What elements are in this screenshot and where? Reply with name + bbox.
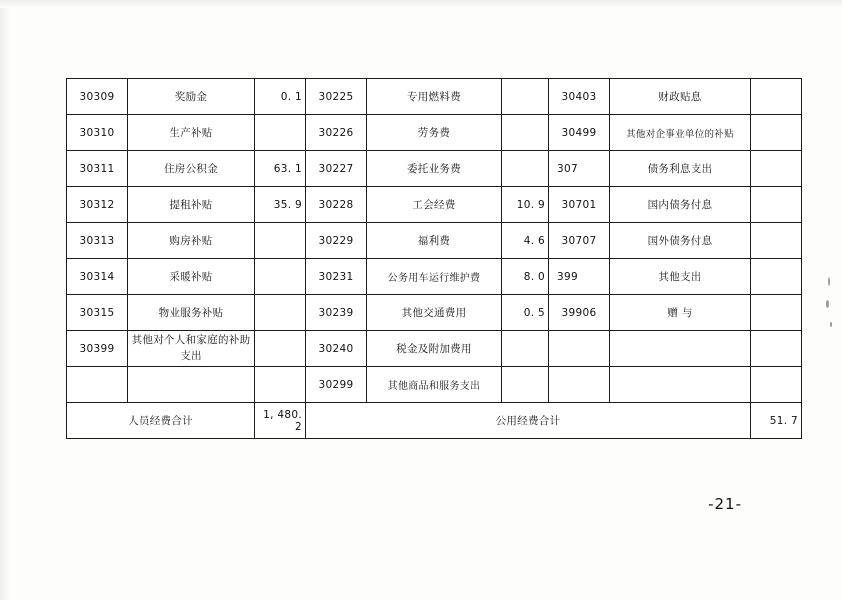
cell-name-3: 财政贴息	[610, 79, 751, 115]
scan-edge-left	[0, 0, 10, 600]
cell-name-3: 其他对企事业单位的补贴	[610, 115, 751, 151]
cell-code-3: 30707	[549, 223, 610, 259]
cell-name-2: 专用燃料费	[367, 79, 502, 115]
cell-code-2: 30226	[306, 115, 367, 151]
cell-name-2: 其他商品和服务支出	[367, 367, 502, 403]
table-row	[67, 295, 802, 331]
table-row	[67, 187, 802, 223]
cell-name-2: 工会经费	[367, 187, 502, 223]
cell-code-1: 30309	[67, 79, 128, 115]
cell-code-3: 307	[549, 151, 610, 187]
cell-name-2: 劳务费	[367, 115, 502, 151]
table-row	[67, 331, 802, 367]
cell-name-1: 提租补贴	[128, 187, 255, 223]
cell-code-3	[549, 331, 610, 367]
cell-name-3	[610, 367, 751, 403]
cell-value-2	[502, 115, 549, 151]
cell-value-2: 10. 9	[502, 187, 549, 223]
cell-code-3	[549, 367, 610, 403]
table-row	[67, 367, 802, 403]
cell-name-2: 福利费	[367, 223, 502, 259]
cell-value-1	[255, 223, 306, 259]
cell-name-3: 其他支出	[610, 259, 751, 295]
cell-name-1: 采暖补贴	[128, 259, 255, 295]
cell-code-3: 30403	[549, 79, 610, 115]
cell-code-1: 30314	[67, 259, 128, 295]
cell-name-1: 生产补贴	[128, 115, 255, 151]
public-total-label: 公用经费合计	[306, 403, 751, 439]
cell-name-1: 奖励金	[128, 79, 255, 115]
cell-code-2: 30231	[306, 259, 367, 295]
cell-value-1: 35. 9	[255, 187, 306, 223]
cell-name-2: 公务用车运行维护费	[367, 259, 502, 295]
cell-value-3	[751, 259, 802, 295]
cell-value-2	[502, 151, 549, 187]
cell-value-3	[751, 331, 802, 367]
cell-name-3	[610, 331, 751, 367]
cell-code-2: 30239	[306, 295, 367, 331]
cell-name-2: 委托业务费	[367, 151, 502, 187]
cell-code-3: 399	[549, 259, 610, 295]
cell-value-3	[751, 187, 802, 223]
cell-code-2: 30227	[306, 151, 367, 187]
cell-value-1: 63. 1	[255, 151, 306, 187]
page-number: -21-	[708, 495, 742, 513]
cell-code-3: 30701	[549, 187, 610, 223]
cell-value-1: 0. 1	[255, 79, 306, 115]
cell-name-2: 其他交通费用	[367, 295, 502, 331]
cell-value-1	[255, 367, 306, 403]
cell-name-3: 国外债务付息	[610, 223, 751, 259]
personnel-total-value: 1, 480. 2	[255, 403, 306, 439]
cell-value-3	[751, 151, 802, 187]
budget-table	[66, 78, 802, 439]
cell-value-2: 8. 0	[502, 259, 549, 295]
cell-code-2: 30225	[306, 79, 367, 115]
cell-code-1	[67, 367, 128, 403]
cell-code-1: 30312	[67, 187, 128, 223]
cell-value-2	[502, 367, 549, 403]
table-total-row	[67, 403, 802, 439]
cell-value-2	[502, 331, 549, 367]
cell-code-1: 30310	[67, 115, 128, 151]
scan-speck	[828, 277, 830, 286]
cell-name-1: 购房补贴	[128, 223, 255, 259]
cell-code-2: 30228	[306, 187, 367, 223]
cell-value-3	[751, 79, 802, 115]
cell-value-1	[255, 331, 306, 367]
cell-code-1: 30313	[67, 223, 128, 259]
scan-speck	[830, 322, 832, 327]
cell-name-1: 物业服务补贴	[128, 295, 255, 331]
cell-value-3	[751, 115, 802, 151]
table-row	[67, 79, 802, 115]
cell-value-1	[255, 259, 306, 295]
table-row	[67, 151, 802, 187]
cell-value-1	[255, 295, 306, 331]
scan-edge-top	[0, 0, 842, 8]
public-total-value: 51. 7	[751, 403, 802, 439]
cell-name-1	[128, 367, 255, 403]
scan-speck	[826, 300, 829, 308]
cell-value-2	[502, 79, 549, 115]
table-row	[67, 223, 802, 259]
cell-value-3	[751, 223, 802, 259]
cell-code-3: 39906	[549, 295, 610, 331]
cell-name-1: 其他对个人和家庭的补助支出	[128, 331, 255, 367]
table-row	[67, 259, 802, 295]
cell-code-3: 30499	[549, 115, 610, 151]
cell-name-2: 税金及附加费用	[367, 331, 502, 367]
cell-value-2: 4. 6	[502, 223, 549, 259]
personnel-total-label: 人员经费合计	[67, 403, 255, 439]
cell-code-2: 30240	[306, 331, 367, 367]
cell-code-2: 30229	[306, 223, 367, 259]
cell-name-3: 国内债务付息	[610, 187, 751, 223]
cell-code-2: 30299	[306, 367, 367, 403]
cell-value-3	[751, 295, 802, 331]
table-row	[67, 115, 802, 151]
cell-name-1: 住房公积金	[128, 151, 255, 187]
cell-code-1: 30399	[67, 331, 128, 367]
cell-value-2: 0. 5	[502, 295, 549, 331]
cell-code-1: 30315	[67, 295, 128, 331]
cell-name-3: 债务利息支出	[610, 151, 751, 187]
cell-value-3	[751, 367, 802, 403]
cell-name-3: 赠 与	[610, 295, 751, 331]
cell-value-1	[255, 115, 306, 151]
cell-code-1: 30311	[67, 151, 128, 187]
